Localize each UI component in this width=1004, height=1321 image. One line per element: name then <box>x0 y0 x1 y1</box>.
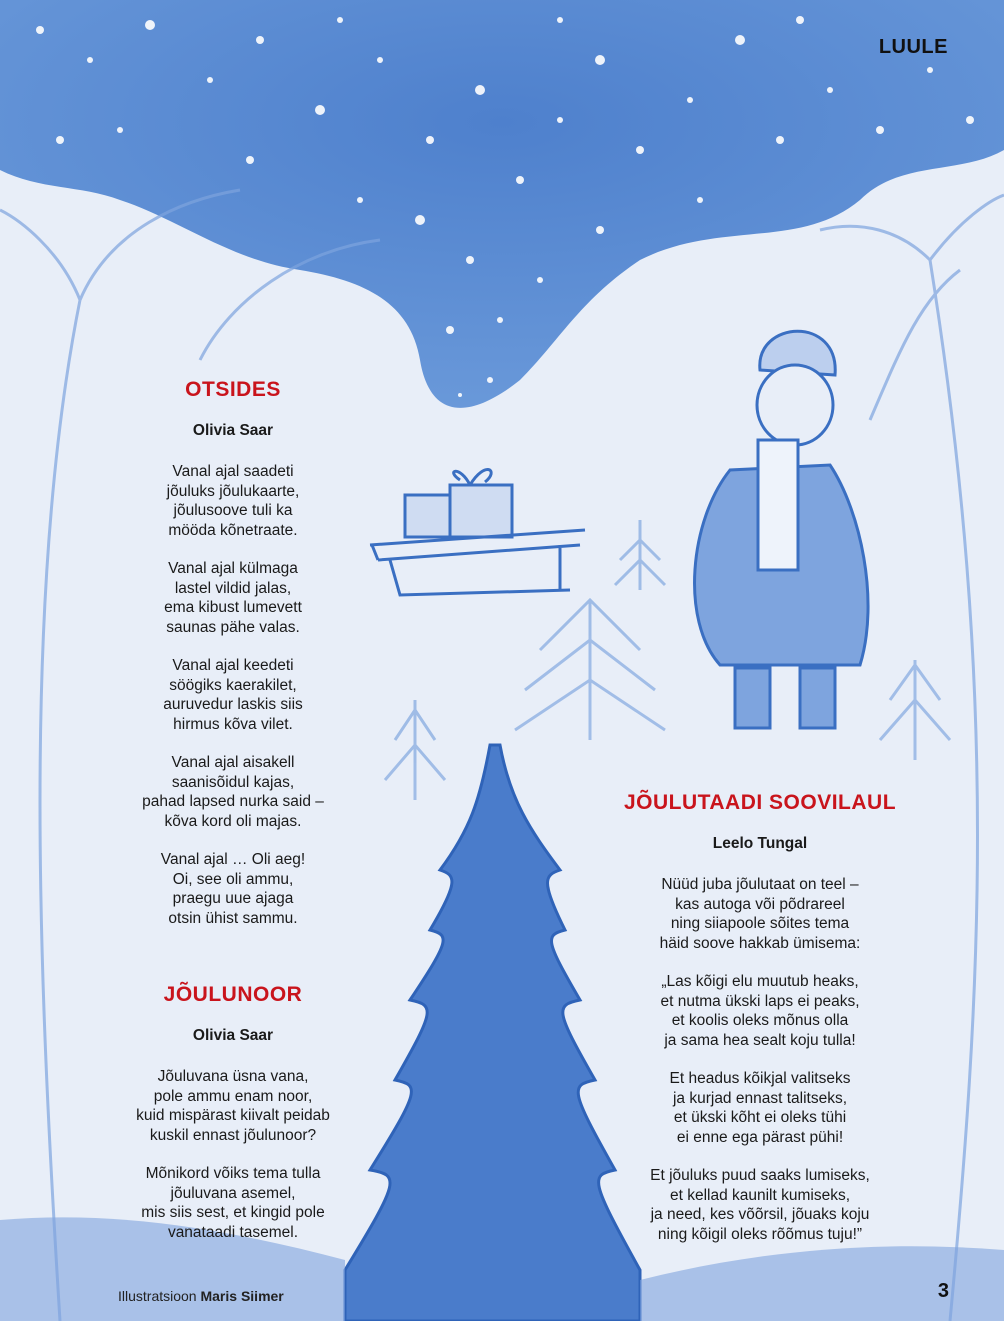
verse-line: praegu uue ajaga <box>172 890 294 907</box>
poem-author: Leelo Tungal <box>712 835 808 852</box>
stanza <box>600 875 920 953</box>
verse-line: häid soove hakkab ümisema: <box>659 934 861 952</box>
poem-joulutaadi-soovilaul <box>600 791 920 1263</box>
verse-line: mis siis sest, et kingid pole <box>141 1204 325 1221</box>
verse-line: pole ammu enam noor, <box>153 1087 313 1105</box>
verse-line: jõuluvana asemel, <box>170 1184 296 1202</box>
illustration-credit <box>118 1288 284 1304</box>
verse-line: et nutma ükski laps ei peaks, <box>660 992 860 1010</box>
stanza <box>600 1166 920 1244</box>
verse-line: jõuluks jõulukaarte, <box>166 482 300 500</box>
verse-line: et kellad kaunilt kumiseks, <box>669 1186 851 1204</box>
verse-line: Nüüd juba jõulutaat on teel – <box>661 876 859 893</box>
stanza <box>118 850 348 928</box>
verse-line: hirmus kõva vilet. <box>173 715 293 733</box>
verse-line: Et jõuluks puud saaks lumiseks, <box>650 1167 870 1184</box>
stanza <box>118 559 348 637</box>
verse-line: Jõuluvana üsna vana, <box>157 1068 309 1085</box>
verse-line: pahad lapsed nurka said – <box>142 793 324 810</box>
section-label: LUULE <box>878 36 948 58</box>
verse-line: Mõnikord võiks tema tulla <box>145 1165 321 1182</box>
verse-line: ei enne ega pärast pühi! <box>676 1128 844 1146</box>
page-number: 3 <box>937 1280 949 1302</box>
verse-line: kuid mispärast kiivalt peidab <box>136 1107 330 1124</box>
verse-line: vanataadi tasemel. <box>167 1223 299 1241</box>
verse-line: kõva kord oli majas. <box>164 812 302 830</box>
poem-title: JÕULUTAADI SOOVILAUL <box>623 791 897 814</box>
verse-line: mööda kõnetraate. <box>168 521 298 539</box>
stanza <box>600 972 920 1050</box>
poem-joulunoor <box>94 983 372 1261</box>
verse-line: Vanal ajal saadeti <box>172 463 294 480</box>
verse-line: Vanal ajal aisakell <box>171 754 295 771</box>
poem-author: Olivia Saar <box>192 1027 274 1044</box>
verse-line: kuskil ennast jõulunoor? <box>149 1126 317 1144</box>
poem-author: Olivia Saar <box>192 422 274 439</box>
verse-line: kas autoga või põdrareel <box>675 895 845 913</box>
verse-line: ning kõigil oleks rõõmus tuju!” <box>657 1225 863 1243</box>
stanza <box>94 1164 372 1242</box>
verse-line: et ükski kõht ei oleks tühi <box>673 1109 847 1126</box>
verse-line: saanisõidul kajas, <box>171 773 295 791</box>
verse-line: Oi, see oli ammu, <box>172 870 294 888</box>
verse-line: Vanal ajal keedeti <box>172 657 294 674</box>
poem-title: OTSIDES <box>185 378 281 401</box>
verse-line: otsin ühist sammu. <box>168 909 298 927</box>
credit-prefix: Illustratsioon <box>118 1288 197 1304</box>
stanza <box>600 1069 920 1147</box>
verse-line: Vanal ajal külmaga <box>168 560 298 577</box>
verse-line: „Las kõigi elu muutub heaks, <box>661 973 859 990</box>
verse-line: ja need, kes võõrsil, jõuaks koju <box>650 1206 870 1223</box>
credit-name: Maris Siimer <box>200 1288 284 1304</box>
stanza <box>118 462 348 540</box>
verse-line: lastel vildid jalas, <box>174 579 292 597</box>
verse-line: saunas pähe valas. <box>166 618 300 636</box>
verse-line: jõulusoove tuli ka <box>173 502 293 519</box>
poem-otsides <box>118 378 348 947</box>
verse-line: ja kurjad ennast talitseks, <box>672 1089 848 1107</box>
verse-line: ema kibust lumevett <box>164 599 302 616</box>
verse-line: auruvedur laskis siis <box>163 696 303 713</box>
verse-line: ning siiapoole sõites tema <box>670 915 850 932</box>
verse-line: ja sama hea sealt koju tulla! <box>664 1031 856 1049</box>
verse-line: Et headus kõikjal valitseks <box>669 1070 851 1087</box>
stanza <box>118 656 348 734</box>
verse-line: Vanal ajal … Oli aeg! <box>160 851 306 868</box>
stanza <box>94 1067 372 1145</box>
poem-title: JÕULUNOOR <box>163 983 303 1006</box>
verse-line: et koolis oleks mõnus olla <box>671 1012 849 1029</box>
stanza <box>118 753 348 831</box>
verse-line: söögiks kaerakilet, <box>169 676 297 694</box>
